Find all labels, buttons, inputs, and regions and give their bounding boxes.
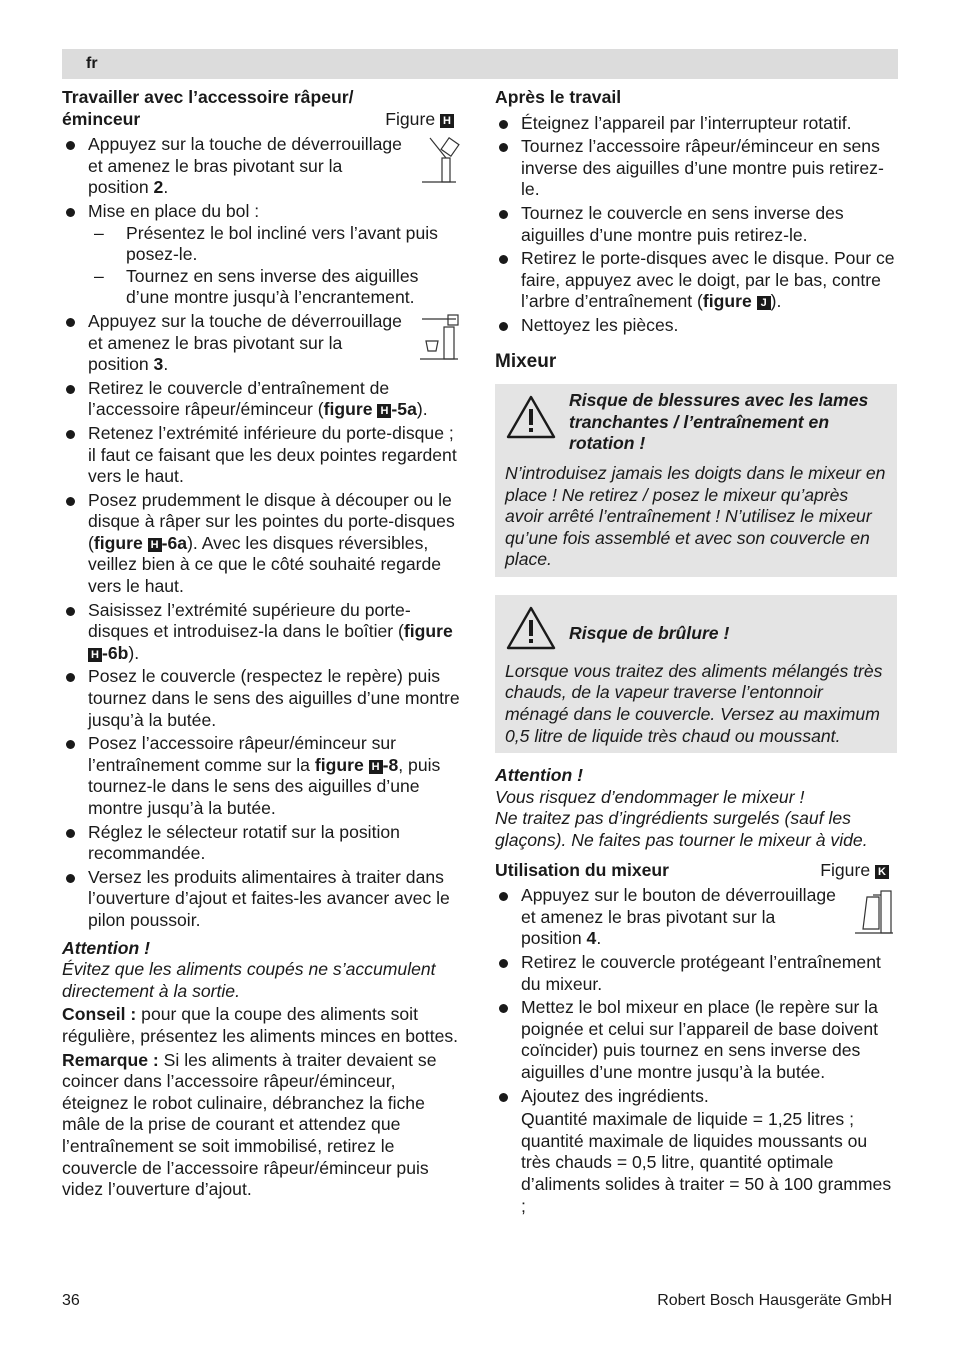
- section-heading-mixer-usage: Utilisation du mixeur Figure K: [495, 860, 897, 882]
- list-item: Retirez le couvercle d’entraînement de l’accessoire râpeur/éminceur (figure H -5a).: [62, 378, 462, 421]
- list-item: Appuyez sur le bouton de déverrouillage et amenez le bras pivotant sur la position 4.: [495, 885, 897, 950]
- figure-letter-icon: J: [757, 296, 771, 310]
- warning-title: Risque de brûlure !: [569, 622, 730, 643]
- warning-text: Lorsque vous traitez des aliments mélangés très chauds, de la vapeur traverse l’entonnoir ménagé dans le couvercle. Versez au maximum 0,5 litre de liquide très chaud ou moussant.: [505, 660, 883, 746]
- warning-triangle-icon: [505, 394, 557, 440]
- list-item: Mise en place du bol : – Présentez le bol incliné vers l’avant puis posez-le. – Tournez en sens inverse des aiguilles d’une montre jusqu’à l’encrantement.: [62, 201, 462, 309]
- figure-letter-icon: H: [440, 114, 454, 128]
- section-heading-slicer: Travailler avec l’accessoire râpeur/ éminceur Figure H: [62, 87, 462, 130]
- left-column: [62, 87, 462, 1201]
- list-item: Réglez le sélecteur rotatif sur la position recommandée.: [62, 822, 462, 865]
- language-bar: [62, 49, 898, 79]
- list-item: Retirez le couvercle protégeant l’entraînement du mixeur.: [495, 952, 897, 995]
- figure-letter-icon: K: [875, 865, 889, 879]
- warning-title: Risque de blessures avec les lames tranchantes / l’entraînement en rotation !: [569, 390, 869, 454]
- figure-reference: Figure H: [385, 109, 454, 131]
- quantity-text: Quantité maximale de liquide = 1,25 litres ; quantité maximale de liquides moussants ou très chauds = 0,5 litre, quantité optimale d’aliments solides à traiter = 50 à 100 grammes ;: [521, 1109, 892, 1216]
- list-item: Saisissez l’extrémité supérieure du porte-disques et introduisez-la dans le boîtier (figure H -6b).: [62, 600, 462, 665]
- appliance-arm-position-4-icon: [851, 885, 897, 937]
- list-item: Posez le couvercle (respectez le repère) puis tournez dans le sens des aiguilles d’une montre jusqu’à la butée.: [62, 666, 462, 731]
- attention-note: Attention ! Vous risquez d’endommager le mixeur ! Ne traitez pas d’ingrédients surgelés (sauf les glaçons). Ne faites pas tourner le mixeur à vide.: [495, 765, 868, 851]
- footer-company: Robert Bosch Hausgeräte GmbH: [657, 1292, 892, 1309]
- list-item: Tournez le couvercle en sens inverse des aiguilles d’une montre puis retirez-le.: [495, 203, 897, 246]
- after-work-steps-list: [495, 113, 897, 337]
- list-item: Tournez l’accessoire râpeur/éminceur en sens inverse des aiguilles d’une montre puis retirez-le.: [495, 136, 897, 201]
- sub-list-item: – Tournez en sens inverse des aiguilles d’une montre jusqu’à l’encrantement.: [88, 266, 462, 309]
- remark-paragraph: Remarque : Si les aliments à traiter devaient se coincer dans l’accessoire râpeur/éminceur, éteignez le robot culinaire, débranchez la fiche mâle de la prise de courant et attendez que l’entraînement se soit immobilisé, retirez le couvercle de l’accessoire râpeur/éminceur puis videz l’ouverture d’ajout.: [62, 1049, 437, 1200]
- bowl-substeps: [88, 223, 462, 309]
- right-column: [495, 87, 897, 1219]
- appliance-arm-position-2-icon: [416, 134, 462, 186]
- list-item: Appuyez sur la touche de déverrouillage et amenez le bras pivotant sur la position 2.: [62, 134, 462, 199]
- slicer-steps-list: [62, 134, 462, 931]
- figure-reference: Figure K: [820, 860, 889, 882]
- appliance-arm-position-3-icon: [416, 311, 462, 363]
- list-item: Posez l’accessoire râpeur/éminceur sur l’entraînement comme sur la figure H -8, puis tournez-le dans le sens des aiguilles d’une montre jusqu’à la butée.: [62, 733, 462, 819]
- list-item: Appuyez sur la touche de déverrouillage et amenez le bras pivotant sur la position 3.: [62, 311, 462, 376]
- attention-note: Attention ! Évitez que les aliments coupés ne s’accumulent directement à la sortie.: [62, 937, 436, 1001]
- list-item: Mettez le bol mixeur en place (le repère sur la poignée et celui sur l’appareil de base doivent coïncider) puis tournez en sens inverse des aiguilles d’une montre jusqu’à la butée.: [495, 997, 897, 1083]
- list-item: Versez les produits alimentaires à traiter dans l’ouverture d’ajout et faites-les avancer avec le pilon poussoir.: [62, 867, 462, 932]
- list-item: Éteignez l’appareil par l’interrupteur rotatif.: [495, 113, 897, 135]
- warning-text: N’introduisez jamais les doigts dans le mixeur en place ! Ne retirez / posez le mixeur qu’après avoir arrêté l’entraînement ! N’utilisez le mixeur qu’une fois assemblé et avec son couvercle en place.: [505, 462, 886, 570]
- figure-letter-icon: H: [369, 760, 383, 774]
- page-number: 36: [62, 1292, 80, 1309]
- sub-list-item: – Présentez le bol incliné vers l’avant puis posez-le.: [88, 223, 462, 266]
- list-item: Nettoyez les pièces.: [495, 315, 897, 337]
- list-item: Retirez le porte-disques avec le disque. Pour ce faire, appuyez avec le doigt, par le bas, contre l’arbre d’entraînement (figure J ).: [495, 248, 897, 313]
- figure-letter-icon: H: [377, 404, 391, 418]
- warning-box-blades: [495, 384, 897, 577]
- list-item: Posez prudemment le disque à découper ou le disque à râper sur les pointes du porte-disques (figure H -6a). Avec les disques réversibles, veillez bien à ce que le côté souhaité regarde vers le haut.: [62, 490, 462, 598]
- mixer-usage-steps-list: [495, 885, 897, 1217]
- list-item: Ajoutez des ingrédients. Quantité maximale de liquide = 1,25 litres ; quantité maximale de liquides moussants ou très chauds = 0,5 litre, quantité optimale d’aliments solides à traiter = 50 à 100 grammes ;: [495, 1086, 897, 1218]
- list-item: Retenez l’extrémité inférieure du porte-disque ; il faut ce faisant que les deux pointes regardent vers le haut.: [62, 423, 462, 488]
- warning-triangle-icon: [505, 605, 557, 651]
- figure-letter-icon: H: [88, 648, 102, 662]
- section-heading-after-work: Après le travail: [495, 87, 622, 107]
- warning-box-burn: [495, 595, 897, 753]
- language-label: fr: [86, 55, 98, 72]
- mixer-section-title: Mixeur: [495, 350, 557, 372]
- figure-letter-icon: H: [148, 538, 162, 552]
- tip-paragraph: Conseil : pour que la coupe des aliments soit régulière, présentez les aliments minces en bottes.: [62, 1004, 459, 1046]
